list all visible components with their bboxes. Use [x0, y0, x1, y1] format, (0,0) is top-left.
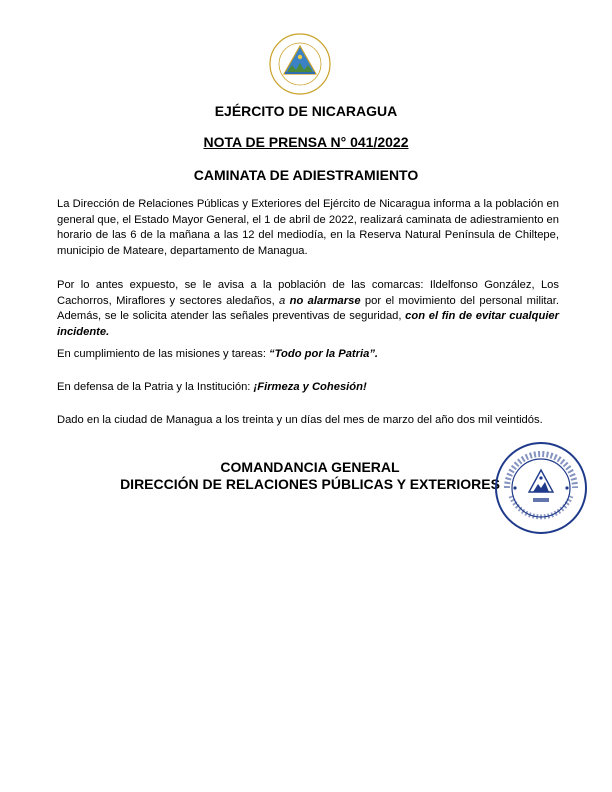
notice-emphasis-no-alarm: no alarmarse: [289, 294, 361, 307]
signature-block: [60, 459, 560, 493]
notice-emphasis-avoid-incident: con el fin de evitar cualquier incidente.: [57, 310, 560, 338]
paragraph-mission-motto: [57, 347, 559, 363]
paragraph-notice: [57, 278, 559, 340]
mission-text: En cumplimiento de las misiones y tareas:: [57, 348, 270, 360]
paragraph-defense-motto: [57, 380, 559, 396]
defense-text: En defensa de la Patria y la Institución:: [57, 381, 254, 393]
paragraph-date-place: Dado en la ciudad de Managua a los treinta y un días del mes de marzo del año dos mil veintidós.: [57, 414, 543, 426]
press-note-number: NOTA DE PRENSA N° 041/2022: [203, 134, 409, 150]
notice-text-d: por el movimiento del personal militar. Además, se le solicita atender las señales preventivas de seguridad,: [57, 294, 559, 323]
signature-line-2: DIRECCIÓN DE RELACIONES PÚBLICAS Y EXTERIORES: [120, 476, 500, 492]
organization-title: EJÉRCITO DE NICARAGUA: [214, 103, 398, 119]
official-stamp-icon: [493, 440, 589, 536]
notice-text-a: Por lo antes expuesto, se le avisa a la población de las comarcas: Ildelfonso González, Los Cachorros, Miraflores y sectores aledaños,: [57, 279, 559, 307]
nicaragua-coat-of-arms-icon: [268, 32, 332, 96]
mission-motto: “Todo por la Patria”.: [269, 348, 379, 360]
signature-line-1: COMANDANCIA GENERAL: [220, 459, 400, 475]
press-note-subject: CAMINATA DE ADIESTRAMIENTO: [193, 167, 419, 183]
defense-motto: ¡Firmeza y Cohesión!: [253, 381, 367, 393]
paragraph-announcement: La Dirección de Relaciones Públicas y Exteriores del Ejército de Nicaragua informa a la población en general que, el Estado Mayor General, el 1 de abril de 2022, realizará caminata de adiestramiento en horario de las 6 de la mañana a las 12 del mediodía, en la Reserva Natural Península de Chiltepe, municipio de Mateare, departamento de Managua.: [57, 198, 559, 257]
notice-text-b: a: [279, 294, 290, 307]
